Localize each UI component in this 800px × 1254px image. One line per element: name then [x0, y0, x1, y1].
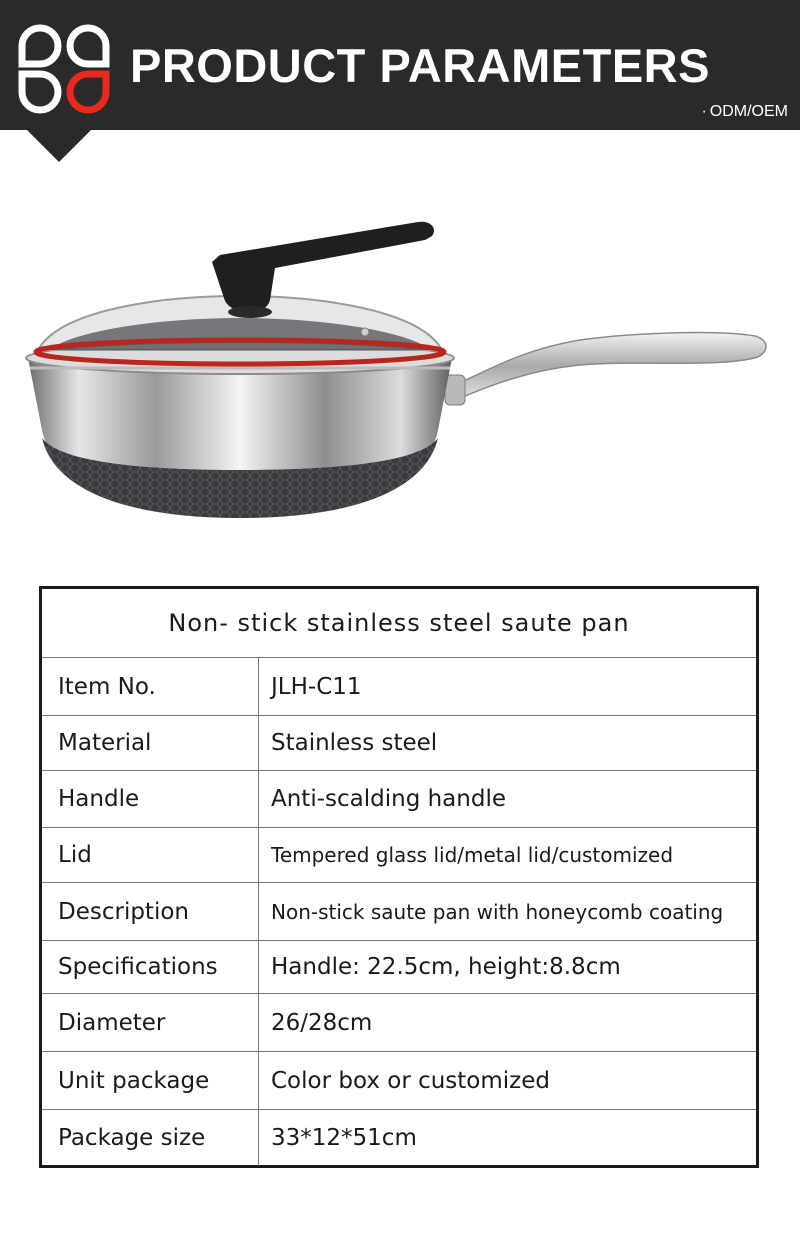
row-label: Handle: [42, 771, 259, 827]
odm-oem-label: [701, 101, 788, 123]
odm-oem-text: ODM/OEM: [709, 103, 788, 120]
bullet-dot-icon: ·: [701, 103, 707, 120]
row-value: 33*12*51cm: [271, 1125, 417, 1151]
row-value: Anti-scalding handle: [271, 786, 506, 812]
row-label: Specifications: [42, 941, 259, 993]
table-row: [42, 883, 756, 941]
row-label: Material: [42, 716, 259, 770]
spec-table-title: Non- stick stainless steel saute pan: [42, 589, 756, 658]
row-label: Unit package: [42, 1052, 259, 1109]
table-row: [42, 1110, 756, 1166]
row-label: Lid: [42, 828, 259, 882]
page-title: PRODUCT PARAMETERS: [130, 39, 710, 92]
row-value: Stainless steel: [271, 730, 438, 756]
table-row: [42, 716, 756, 771]
row-value: Color box or customized: [271, 1067, 550, 1094]
table-row: [42, 1052, 756, 1110]
table-row: [42, 771, 756, 828]
row-label: Item No.: [42, 658, 259, 715]
row-label: Diameter: [42, 994, 259, 1051]
table-row: [42, 994, 756, 1052]
row-value: Handle: 22.5cm, height:8.8cm: [271, 954, 621, 980]
saute-pan-image: [20, 200, 780, 540]
row-value: 26/28cm: [271, 1009, 373, 1036]
table-row: [42, 828, 756, 883]
table-row: [42, 941, 756, 994]
row-value: JLH-C11: [271, 673, 362, 700]
header-banner: [0, 0, 800, 130]
row-value: Tempered glass lid/metal lid/customized: [271, 843, 674, 867]
spec-table: [39, 586, 759, 1168]
banner-notch: [26, 129, 92, 162]
row-label: Description: [42, 883, 259, 940]
table-row: [42, 658, 756, 716]
four-petal-logo-icon: [16, 22, 112, 116]
row-label: Package size: [42, 1110, 259, 1166]
row-value: Non-stick saute pan with honeycomb coating: [271, 899, 724, 924]
